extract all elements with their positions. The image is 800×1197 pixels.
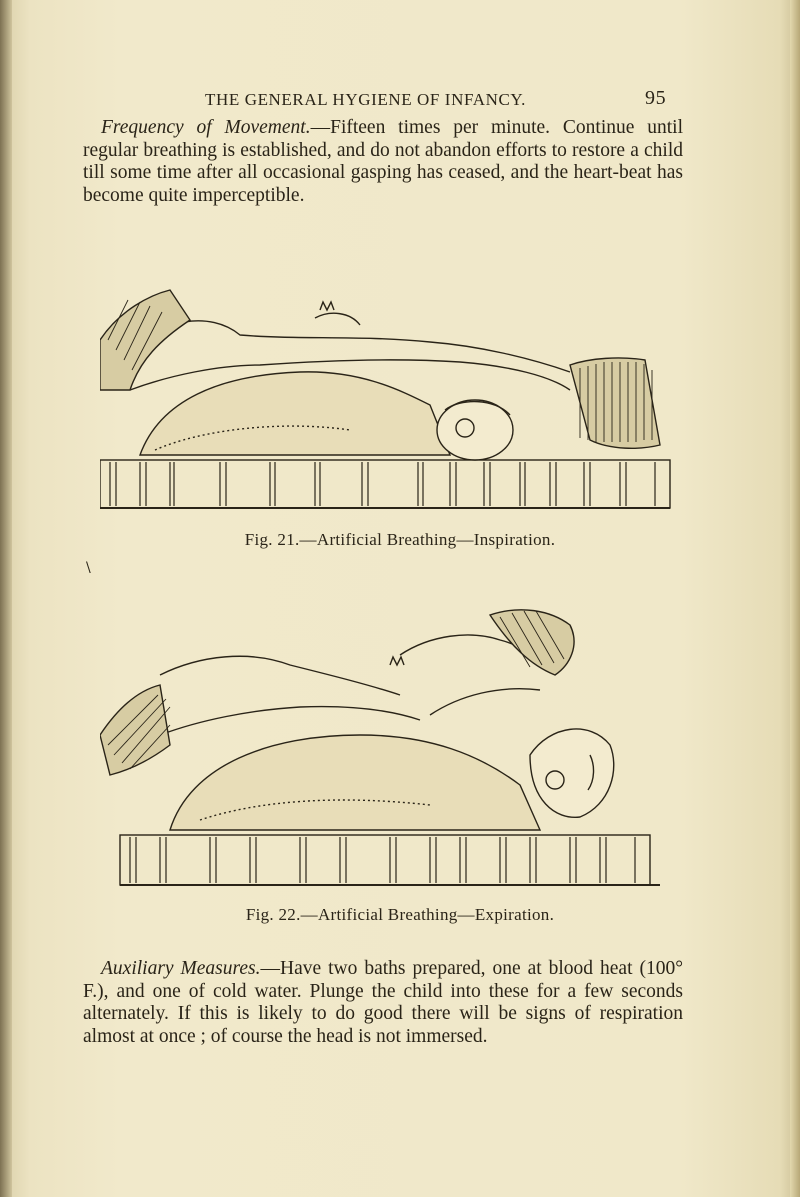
figure-21-caption: Fig. 21.—Artificial Breathing—Inspiration. <box>244 530 556 549</box>
paragraph-auxiliary <box>83 958 683 1048</box>
figure-22-caption: Fig. 22.—Artificial Breathing—Expiration. <box>245 905 555 924</box>
book-spine-shadow <box>0 0 12 1197</box>
stray-mark: \ <box>86 560 91 576</box>
page-number: 95 <box>645 87 667 109</box>
running-head-title: THE GENERAL HYGIENE OF INFANCY. <box>205 90 526 109</box>
paragraph-lead: Auxiliary Measures. <box>101 958 261 979</box>
figure-22-illustration <box>100 595 700 890</box>
figure-21-illustration <box>100 280 700 520</box>
page-edge <box>790 0 800 1197</box>
paragraph-body: —Fifteen times per minute. Continue until regular breathing is established, and do not abandon efforts to restore a child till some time after all occasional gasping has ceased, and the heart-beat has become quite imperceptible. <box>83 117 683 206</box>
paragraph-frequency <box>83 117 683 207</box>
paragraph-body: —Have two baths prepared, one at blood heat (100° F.), and one of cold water. Plunge the child into these for a few seconds alternately. If this is likely to do good there will be signs of respiration almost at once ; of course the head is not immersed. <box>83 958 683 1047</box>
paragraph-lead: Frequency of Movement. <box>101 117 311 138</box>
